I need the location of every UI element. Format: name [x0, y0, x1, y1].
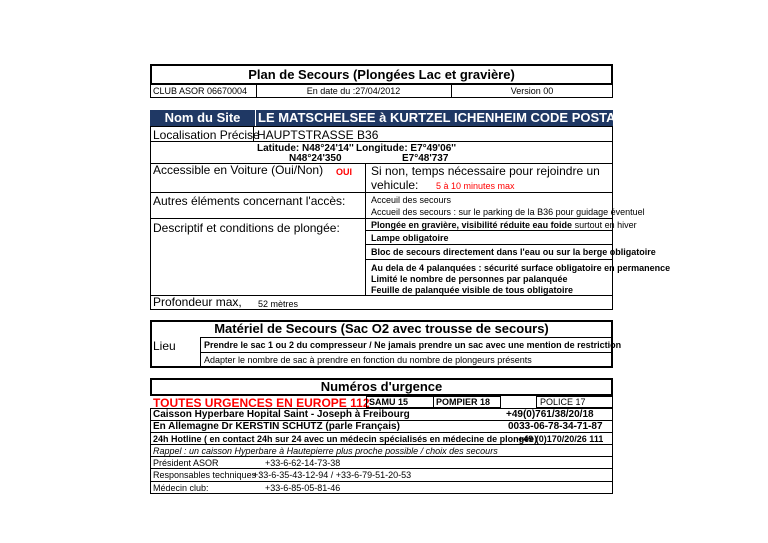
- hotline-phone: +49 (0)170/20/26 111: [518, 434, 604, 444]
- dive-condition-1-bold: Plongée en gravière, visibilité réduite eau foide: [371, 220, 573, 230]
- longitude-alt: E7°48'737: [402, 153, 449, 164]
- material-line-1: Prendre le sac 1 ou 2 du compresseur / Ne jamais prendre un sac avec une mention de restriction: [204, 340, 622, 350]
- europe-emergency: TOUTES URGENCES EN EUROPE 112: [153, 396, 370, 410]
- location-label: Localisation Précise: [153, 128, 260, 142]
- dive-condition-6: Feuille de palanquée visible de tous obligatoire: [371, 285, 574, 295]
- pompier-number: POMPIER 18: [436, 397, 491, 407]
- president-phone: +33-6-62-14-73-38: [265, 458, 341, 468]
- dive-condition-4: Au dela de 4 palanquées : sécurité surface obligatoire en permanence: [371, 263, 671, 273]
- emergency-title: Numéros d'urgence: [320, 379, 443, 394]
- hotline-label: 24h Hotline ( en contact 24h sur 24 avec un médecin spécialisés en médecine de plongée): [153, 434, 538, 444]
- caisson-label: Caisson Hyperbare Hopital Saint - Joseph à Freibourg: [153, 409, 410, 420]
- address: HAUPTSTRASSE B36: [257, 128, 379, 142]
- latitude-alt: N48°24'350: [289, 153, 342, 164]
- latitude: Latitude: N48°24'14'': [257, 143, 354, 154]
- site-name: LE MATSCHELSEE à KURTZEL ICHENHEIM CODE POSTAL 77743: [258, 110, 663, 125]
- tech-phone: +33-6-35-43-12-94 / +33-6-79-51-20-53: [253, 470, 412, 480]
- depth-value: 52 mètres: [258, 299, 299, 309]
- medecin-phone: +33-6-85-05-81-46: [265, 483, 341, 493]
- president-label: Président ASOR: [153, 458, 219, 468]
- time-question: Si non, temps nécessaire pour rejoindre un: [371, 164, 600, 178]
- medecin-label: Médecin club:: [153, 483, 209, 493]
- tech-label: Responsables techniques :: [153, 470, 262, 480]
- caisson-phone: +49(0)761/38/20/18: [506, 409, 594, 420]
- rappel-note: Rappel : un caisson Hyperbare à Hautepierre plus proche possible / choix des secours: [153, 446, 498, 456]
- date-label: En date du :27/04/2012: [306, 86, 401, 96]
- site-label: Nom du Site: [164, 110, 241, 125]
- doctor-label: En Allemagne Dr KERSTIN SCHUTZ (parle Français): [153, 421, 400, 432]
- doctor-phone: 0033-06-78-34-71-87: [508, 421, 603, 432]
- version-label: Version 00: [510, 86, 554, 96]
- material-location-label: Lieu: [153, 339, 176, 353]
- access-label: Autres éléments concernant l'accès:: [153, 194, 346, 208]
- material-title: Matériel de Secours (Sac O2 avec trousse de secours): [214, 321, 549, 336]
- time-value: 5 à 10 minutes max: [436, 181, 515, 191]
- police-number: POLICE 17: [540, 397, 586, 407]
- access-line-1: Acceuil des secours: [371, 195, 452, 205]
- time-question-2: vehicule:: [371, 178, 419, 192]
- page-title: Plan de Secours (Plongées Lac et gravière): [248, 67, 515, 82]
- samu-number: SAMU 15: [369, 397, 409, 407]
- dive-condition-1-rest: surtout en hiver: [572, 220, 637, 230]
- access-line-2: Accueil des secours : sur le parking de la B36 pour guidage éventuel: [371, 207, 645, 217]
- club-id: CLUB ASOR 06670004: [153, 86, 248, 96]
- longitude: Longitude: E7°49'06'': [356, 143, 457, 154]
- car-access-value: OUI: [336, 167, 353, 177]
- dive-conditions-label: Descriptif et conditions de plongée:: [153, 221, 340, 235]
- dive-condition-3: Bloc de secours directement dans l'eau ou sur la berge obligatoire: [371, 247, 656, 257]
- material-line-2: Adapter le nombre de sac à prendre en fonction du nombre de plongeurs présents: [204, 355, 532, 365]
- car-access-label: Accessible en Voiture (Oui/Non): [153, 163, 324, 177]
- dive-condition-2: Lampe obligatoire: [371, 233, 449, 243]
- depth-label: Profondeur max,: [153, 295, 242, 309]
- dive-condition-5: Limité le nombre de personnes par palanquée: [371, 274, 568, 284]
